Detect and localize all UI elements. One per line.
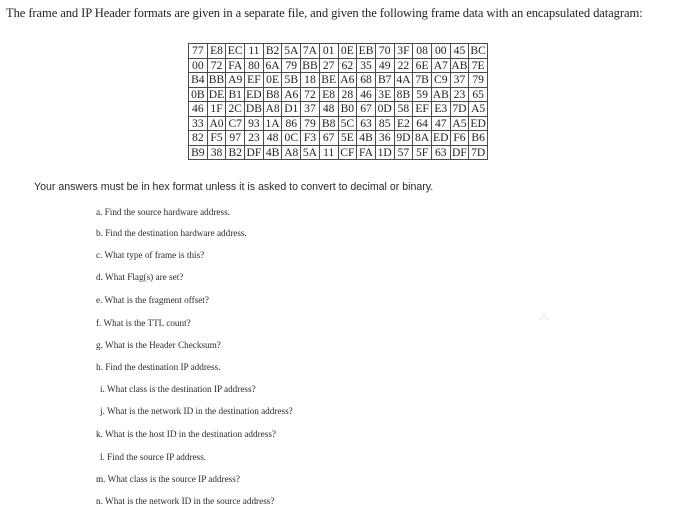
frame-byte-cell: 18 — [301, 73, 320, 88]
frame-byte-cell: 11 — [245, 44, 264, 59]
frame-byte-cell: 0E — [263, 73, 282, 88]
frame-byte-cell: ED — [433, 131, 449, 145]
frame-byte-cell: BB — [302, 58, 318, 72]
frame-byte-cell: 82 — [189, 131, 208, 146]
frame-byte-cell: EC — [227, 44, 243, 58]
question-item: h. Find the destination IP address. — [96, 362, 221, 372]
frame-byte-cell: 4B — [263, 145, 282, 160]
frame-byte-cell: 6E — [413, 58, 432, 73]
frame-byte-cell: B8 — [263, 87, 282, 102]
frame-byte-cell: 23 — [245, 131, 264, 146]
frame-byte-cell: 48 — [263, 131, 282, 146]
question-item: m. What class is the source IP address? — [96, 474, 240, 484]
frame-byte-cell: F6 — [450, 131, 469, 146]
frame-byte-cell: 22 — [394, 58, 413, 73]
frame-byte-cell: B7 — [375, 73, 394, 88]
frame-byte-cell: 5A — [282, 44, 301, 59]
frame-byte-cell: 27 — [319, 58, 338, 73]
frame-byte-cell: 37 — [301, 102, 320, 117]
frame-byte-cell: 85 — [375, 116, 394, 131]
frame-byte-cell: 86 — [282, 116, 301, 131]
frame-byte-cell: 64 — [413, 116, 432, 131]
frame-byte-cell: BC — [470, 44, 486, 58]
frame-byte-cell: 0E — [338, 44, 357, 59]
frame-byte-cell: A7 — [431, 58, 450, 73]
frame-byte-cell: 72 — [301, 87, 320, 102]
frame-byte-cell: ED — [470, 116, 486, 130]
frame-row — [189, 145, 488, 160]
frame-row — [189, 73, 488, 88]
frame-byte-cell: E3 — [431, 102, 450, 117]
frame-byte-cell: 8A — [413, 131, 432, 146]
frame-byte-cell: 77 — [189, 44, 208, 59]
frame-byte-cell: A6 — [338, 73, 357, 88]
frame-row — [189, 102, 488, 117]
question-item: e. What is the fragment offset? — [96, 295, 209, 305]
frame-byte-cell: A6 — [282, 87, 301, 102]
frame-byte-cell: 1D — [375, 145, 394, 160]
frame-byte-cell: 35 — [357, 58, 376, 73]
question-item: c. What type of frame is this? — [96, 250, 205, 260]
frame-byte-cell: 3E — [375, 87, 394, 102]
frame-byte-cell: 1A — [263, 116, 282, 131]
frame-byte-cell: 63 — [357, 116, 376, 131]
frame-byte-cell: 5C — [338, 116, 357, 131]
frame-byte-cell: 67 — [357, 102, 376, 117]
frame-data-table — [188, 43, 488, 160]
frame-byte-cell: EB — [358, 44, 374, 58]
frame-byte-cell: 00 — [189, 58, 208, 73]
frame-byte-cell: 0B — [189, 87, 208, 102]
frame-byte-cell: EF — [413, 102, 432, 117]
question-item: a. Find the source hardware address. — [96, 207, 230, 217]
frame-byte-cell: E2 — [394, 116, 413, 131]
frame-byte-cell: 79 — [301, 116, 320, 131]
frame-byte-cell: C7 — [226, 116, 245, 131]
frame-byte-cell: E8 — [207, 44, 226, 59]
question-item: k. What is the host ID in the destination address? — [96, 429, 276, 439]
frame-byte-cell: B4 — [189, 73, 208, 88]
question-item: g. What is the Header Checksum? — [96, 340, 221, 350]
question-item: i. What class is the destination IP address? — [100, 384, 256, 394]
frame-byte-cell: EF — [245, 73, 264, 88]
frame-byte-cell: B0 — [338, 102, 357, 117]
frame-byte-cell: 6A — [263, 58, 282, 73]
frame-byte-cell: 8B — [394, 87, 413, 102]
frame-byte-cell: 46 — [189, 102, 208, 117]
frame-byte-cell: 2C — [226, 102, 245, 117]
frame-byte-cell: 0C — [282, 131, 301, 146]
frame-byte-cell: 63 — [431, 145, 450, 160]
frame-byte-cell: B2 — [226, 145, 245, 160]
question-item: d. What Flag(s) are set? — [96, 272, 184, 282]
frame-byte-cell: ED — [246, 87, 262, 101]
frame-byte-cell: 33 — [189, 116, 208, 131]
question-item: b. Find the destination hardware address. — [96, 228, 247, 238]
frame-byte-cell: DB — [245, 102, 262, 116]
frame-byte-cell: BE — [321, 73, 337, 87]
frame-byte-cell: D1 — [282, 102, 301, 117]
frame-byte-cell: 48 — [319, 102, 338, 117]
frame-byte-cell: A8 — [263, 102, 282, 117]
frame-byte-cell: 3F — [394, 44, 413, 59]
question-item: n. What is the network ID in the source address? — [96, 496, 275, 506]
frame-byte-cell: 4A — [394, 73, 413, 88]
frame-byte-cell: 49 — [375, 58, 394, 73]
frame-row — [189, 58, 488, 73]
frame-byte-cell: 70 — [375, 44, 394, 59]
frame-row — [189, 131, 488, 146]
frame-row — [189, 44, 488, 59]
frame-byte-cell: 01 — [319, 44, 338, 59]
frame-byte-cell: 1F — [207, 102, 226, 117]
frame-byte-cell: DE — [208, 87, 225, 101]
answer-format-note: Your answers must be in hex format unless it is asked to convert to decimal or binary. — [34, 181, 434, 193]
frame-byte-cell: 5E — [338, 131, 357, 146]
frame-byte-cell: CF — [338, 145, 357, 160]
frame-byte-cell: 65 — [469, 87, 488, 102]
question-item: l. Find the source IP address. — [100, 452, 207, 462]
frame-byte-cell: A8 — [282, 145, 301, 160]
frame-byte-cell: C9 — [431, 73, 450, 88]
frame-byte-cell: A9 — [226, 73, 245, 88]
frame-byte-cell: F3 — [301, 131, 320, 146]
frame-byte-cell: 79 — [282, 58, 301, 73]
frame-byte-cell: 47 — [431, 116, 450, 131]
frame-byte-cell: 7E — [469, 58, 488, 73]
frame-byte-cell: FA — [357, 145, 376, 160]
frame-byte-cell: 80 — [245, 58, 264, 73]
frame-byte-cell: F5 — [207, 131, 226, 146]
frame-byte-cell: 00 — [431, 44, 450, 59]
intro-text: The frame and IP Header formats are given in a separate file, and given the following frame data with an encapsulated datagram: — [6, 6, 643, 20]
frame-byte-cell: 5A — [301, 145, 320, 160]
frame-byte-cell: 7D — [450, 102, 469, 117]
frame-byte-cell: A0 — [207, 116, 226, 131]
frame-byte-cell: 58 — [394, 102, 413, 117]
frame-byte-cell: A5 — [450, 116, 469, 131]
frame-byte-cell: 68 — [357, 73, 376, 88]
frame-byte-cell: B9 — [189, 145, 208, 160]
frame-byte-cell: 59 — [413, 87, 432, 102]
frame-byte-cell: BB — [208, 73, 225, 87]
frame-byte-cell: 28 — [338, 87, 357, 102]
frame-byte-cell: 46 — [357, 87, 376, 102]
frame-byte-cell: 7B — [413, 73, 432, 88]
frame-byte-cell: B6 — [469, 131, 488, 146]
frame-byte-cell: 57 — [394, 145, 413, 160]
frame-byte-cell: 97 — [226, 131, 245, 146]
frame-byte-cell: 11 — [319, 145, 338, 160]
frame-byte-cell: 93 — [245, 116, 264, 131]
frame-byte-cell: B8 — [319, 116, 338, 131]
question-item: j. What is the network ID in the destination address? — [100, 406, 293, 416]
frame-byte-cell: 45 — [450, 44, 469, 59]
frame-byte-cell: 79 — [469, 73, 488, 88]
mouse-cursor-icon — [538, 312, 550, 320]
frame-byte-cell: DF — [452, 145, 467, 159]
frame-byte-cell: B1 — [226, 87, 245, 102]
frame-byte-cell: 7A — [301, 44, 320, 59]
frame-byte-cell: A5 — [469, 102, 488, 117]
frame-byte-cell: 5F — [413, 145, 432, 160]
frame-byte-cell: 9D — [394, 131, 413, 146]
frame-byte-cell: 36 — [375, 131, 394, 146]
frame-byte-cell: 7D — [469, 145, 488, 160]
frame-byte-cell: 72 — [207, 58, 226, 73]
frame-byte-cell: 5B — [282, 73, 301, 88]
frame-byte-cell: AB — [432, 87, 449, 101]
frame-byte-cell: DF — [246, 145, 262, 159]
frame-byte-cell: FA — [226, 58, 245, 73]
frame-byte-cell: 37 — [450, 73, 469, 88]
frame-row — [189, 87, 488, 102]
frame-byte-cell: 62 — [338, 58, 357, 73]
frame-byte-cell: 4B — [357, 131, 376, 146]
frame-byte-cell: AB — [451, 58, 468, 72]
frame-row — [189, 116, 488, 131]
frame-byte-cell: 23 — [450, 87, 469, 102]
question-item: f. What is the TTL count? — [96, 318, 191, 328]
frame-byte-cell: 0D — [375, 102, 394, 117]
frame-byte-cell: E8 — [319, 87, 338, 102]
frame-byte-cell: B2 — [263, 44, 282, 59]
frame-byte-cell: 67 — [319, 131, 338, 146]
frame-byte-cell: 38 — [207, 145, 226, 160]
frame-byte-cell: 08 — [413, 44, 432, 59]
